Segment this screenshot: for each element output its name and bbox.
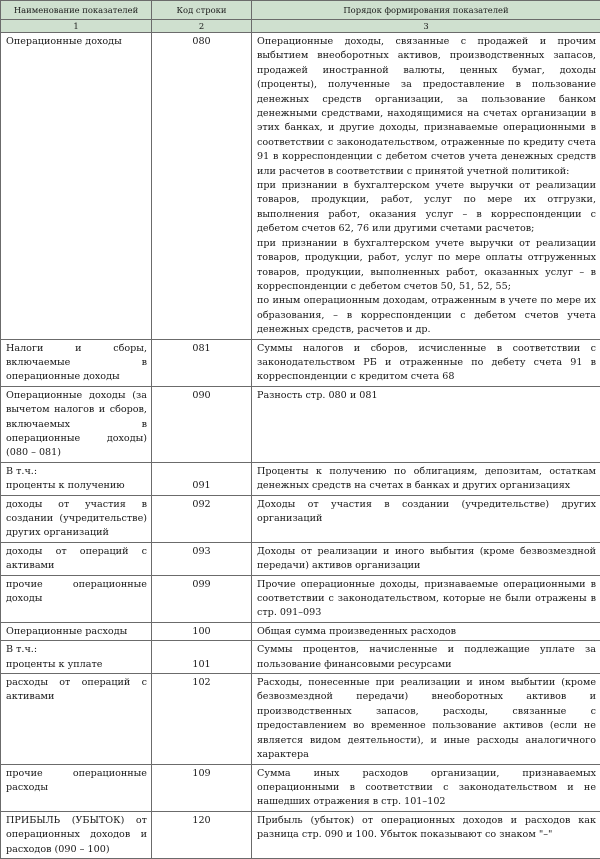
formation-procedure <box>252 622 600 640</box>
procedure-paragraph: Операционные доходы, связанные с продажей и прочим выбытием внеоборотных активов, производственных запасов, продажей иностранной валюты, ценных бумаг, доходы (проценты), полученные за предоставление в пользование денежных средств организации, за пользование банком денежными средствами, находящимися на счетах организации в этих банках, и другие доходы, признаваемые операционными в соответствии с законодательством, отраженные по кредиту счета 91 в корреспонденции с дебетом счетов учета денежных средств или расчетов в соответствии с принятой учетной политикой: <box>257 35 596 179</box>
row-code: 099 <box>152 575 252 622</box>
formation-procedure <box>252 764 600 811</box>
table-row <box>1 575 600 622</box>
header-code: Код строки <box>152 1 252 20</box>
row-code: 092 <box>152 495 252 542</box>
procedure-paragraph: при признании в бухгалтерском учете выручки от реализации товаров, продукции, работ, услуг по мере оплаты отгруженных товаров, продукции, выполненных работ, оказанных услуг – в корреспонденции с дебетом счетов 50, 51, 52, 55; <box>257 237 596 295</box>
row-code: 101 <box>152 641 252 674</box>
procedure-paragraph: Сумма иных расходов организации, признаваемых операционными в соответствии с законодательством и не нашедших отражения в стр. 101–102 <box>257 767 596 810</box>
formation-procedure <box>252 641 600 674</box>
procedure-paragraph: Суммы процентов, начисленные и подлежащие уплате за пользование финансовыми ресурсами <box>257 643 596 672</box>
procedure-paragraph: при признании в бухгалтерском учете выручки от реализации товаров, продукции, работ, услуг по мере их отгрузки, выполнения работ, оказания услуг – в корреспонденции с дебетом счетов 62, 76 или другими счетами расчетов; <box>257 179 596 237</box>
indicator-name: Операционные расходы <box>1 622 152 640</box>
row-code: 080 <box>152 33 252 340</box>
table-row <box>1 674 600 764</box>
formation-procedure <box>252 575 600 622</box>
indicator-name-line: В т.ч.: <box>6 465 147 479</box>
indicator-name-line: проценты к уплате <box>6 658 147 672</box>
row-code: 100 <box>152 622 252 640</box>
indicator-name: ПРИБЫЛЬ (УБЫТОК) от операционных доходов и расходов (090 – 100) <box>1 811 152 858</box>
formation-procedure <box>252 462 600 495</box>
indicator-name: Операционные доходы (за вычетом налогов и сборов, включаемых в операционные доходы) (080 – 081) <box>1 386 152 462</box>
header-description: Порядок формирования показателей <box>252 1 600 20</box>
procedure-paragraph: Доходы от реализации и иного выбытия (кроме безвозмездной передачи) активов организации <box>257 545 596 574</box>
row-code: 091 <box>152 462 252 495</box>
table-body <box>1 20 600 859</box>
row-code: 120 <box>152 811 252 858</box>
formation-procedure <box>252 542 600 575</box>
indicator-name: расходы от операций с активами <box>1 674 152 764</box>
procedure-paragraph: Прибыль (убыток) от операционных доходов и расходов как разница стр. 090 и 100. Убыток показывают со знаком "–" <box>257 814 596 843</box>
indicator-name: прочие операционные расходы <box>1 764 152 811</box>
formation-procedure <box>252 33 600 340</box>
formation-procedure <box>252 495 600 542</box>
indicator-name: Операционные доходы <box>1 33 152 340</box>
row-code: 102 <box>152 674 252 764</box>
formation-procedure <box>252 674 600 764</box>
table-row <box>1 764 600 811</box>
procedure-paragraph: Разность стр. 080 и 081 <box>257 389 596 403</box>
table-row <box>1 641 600 674</box>
row-code: 081 <box>152 339 252 386</box>
column-number: 2 <box>152 20 252 33</box>
header-name: Наименование показателей <box>1 1 152 20</box>
procedure-paragraph: Общая сумма произведенных расходов <box>257 625 596 639</box>
formation-procedure <box>252 386 600 462</box>
procedure-paragraph: Суммы налогов и сборов, исчисленные в соответствии с законодательством РБ и отраженные по дебету счета 91 в корреспонденции с кредитом счета 68 <box>257 342 596 385</box>
indicator-name <box>1 641 152 674</box>
table-header <box>1 1 600 20</box>
indicator-name: доходы от участия в создании (учредительстве) других организаций <box>1 495 152 542</box>
indicator-name: Налоги и сборы, включаемые в операционные доходы <box>1 339 152 386</box>
table-row <box>1 495 600 542</box>
procedure-paragraph: Расходы, понесенные при реализации и ином выбытии (кроме безвозмездной передачи) внеоборотных активов и производственных запасов, расходы, связанные с предоставлением во временное пользование активов (если не является видом деятельности), и иные расходы аналогичного характера <box>257 676 596 762</box>
row-code: 090 <box>152 386 252 462</box>
indicator-name: доходы от операций с активами <box>1 542 152 575</box>
column-number: 1 <box>1 20 152 33</box>
table-row <box>1 339 600 386</box>
indicator-name <box>1 462 152 495</box>
row-code: 093 <box>152 542 252 575</box>
table-row <box>1 622 600 640</box>
formation-procedure <box>252 339 600 386</box>
table-row <box>1 386 600 462</box>
formation-procedure <box>252 811 600 858</box>
table-row <box>1 462 600 495</box>
column-numbers-row <box>1 20 600 33</box>
row-code: 109 <box>152 764 252 811</box>
procedure-paragraph: Доходы от участия в создании (учредительстве) других организаций <box>257 498 596 527</box>
table-row <box>1 33 600 340</box>
procedure-paragraph: Прочие операционные доходы, признаваемые операционными в соответствии с законодательством, которые не были отражены в стр. 091–093 <box>257 578 596 621</box>
table-row <box>1 811 600 858</box>
indicator-name: прочие операционные доходы <box>1 575 152 622</box>
indicator-name-line: В т.ч.: <box>6 643 147 657</box>
procedure-paragraph: Проценты к получению по облигациям, депозитам, остаткам денежных средств на счетах в банках и других организациях <box>257 465 596 494</box>
table-row <box>1 542 600 575</box>
procedure-paragraph: по иным операционным доходам, отраженным в учете по мере их образования, – в корреспонденции с дебетом счетов учета денежных средств, расчетов и др. <box>257 294 596 337</box>
indicator-name-line: проценты к получению <box>6 479 147 493</box>
column-number: 3 <box>252 20 600 33</box>
